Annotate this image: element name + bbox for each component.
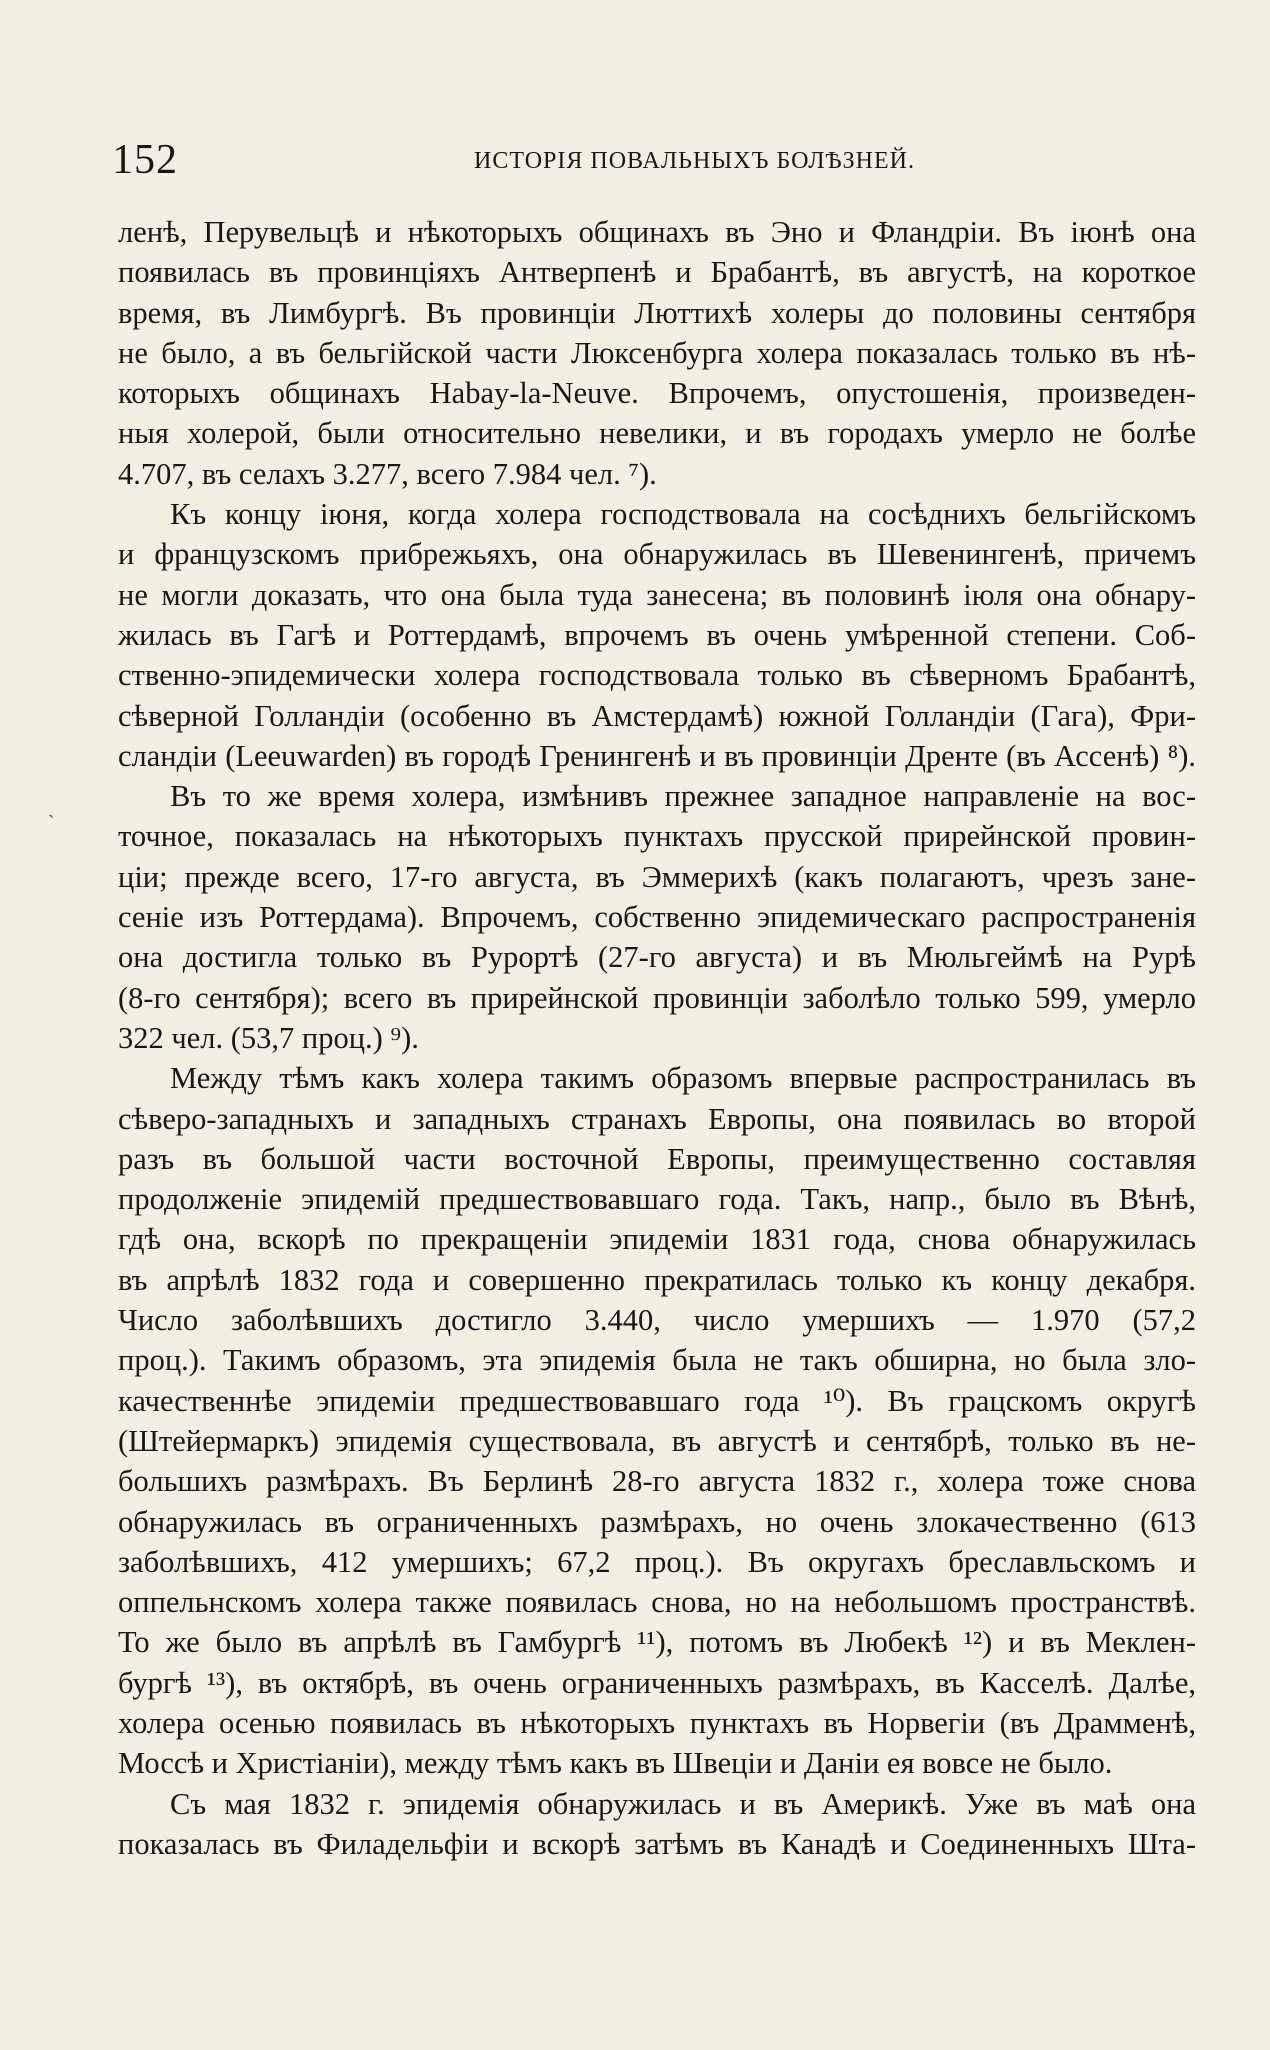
text-line: которыхъ общинахъ Habay-la-Neuve. Впрочемъ, опустошенія, произведен- — [118, 376, 1196, 411]
text-line: въ апрѣлѣ 1832 года и совершенно прекратилась только къ концу декабря. — [118, 1262, 1196, 1297]
text-line: ленѣ, Перувельцѣ и нѣкоторыхъ общинахъ въ Эно и Фландріи. Въ іюнѣ она — [118, 215, 1196, 249]
text-line: и французскомъ прибрежьяхъ, она обнаружилась въ Шевенингенѣ, причемъ — [118, 537, 1196, 572]
text-line: Число заболѣвшихъ достигло 3.440, число умершихъ — 1.970 (57,2 — [118, 1303, 1196, 1338]
text-line: Съ мая 1832 г. эпидемія обнаружилась и въ Америкѣ. Уже въ маѣ она — [170, 1786, 1196, 1821]
text-line: 4.707, въ селахъ 3.277, всего 7.984 чел. ⁷). — [118, 456, 657, 491]
text-line: она достигла только въ Рурортѣ (27-го августа) и въ Мюльгеймѣ на Рурѣ — [118, 940, 1196, 975]
text-line: Моссѣ и Христіаніи), между тѣмъ какъ въ Швеціи и Даніи ея вовсе не было. — [118, 1746, 1113, 1781]
text-line: Къ концу іюня, когда холера господствовала на сосѣднихъ бельгійскомъ — [170, 497, 1196, 532]
text-line: показалась въ Филадельфіи и вскорѣ затѣмъ въ Канадѣ и Соединенныхъ Шта- — [118, 1826, 1196, 1861]
text-line: гдѣ она, вскорѣ по прекращеніи эпидеміи 1831 года, снова обнаружилась — [118, 1222, 1196, 1257]
text-line: (Штейермаркъ) эпидемія существовала, въ августѣ и сентябрѣ, только въ не- — [118, 1423, 1196, 1458]
text-line: обнаружилась въ ограниченныхъ размѣрахъ, но очень злокачественно (613 — [118, 1504, 1196, 1539]
text-line: Въ то же время холера, измѣнивъ прежнее западное направленіе на вос- — [170, 779, 1196, 814]
text-line: сѣверной Голландіи (особенно въ Амстердамѣ) южной Голландіи (Гага), Фри- — [118, 698, 1196, 733]
text-line: бургѣ ¹³), въ октябрѣ, въ очень ограниченныхъ размѣрахъ, въ Касселѣ. Далѣе, — [118, 1665, 1196, 1700]
text-line: сеніе изъ Роттердама). Впрочемъ, собственно эпидемическаго распространенія — [118, 900, 1196, 935]
text-line: 322 чел. (53,7 проц.) ⁹). — [118, 1020, 419, 1055]
text-line: жилась въ Гагѣ и Роттердамѣ, впрочемъ въ очень умѣренной степени. Соб- — [118, 617, 1196, 652]
text-line: заболѣвшихъ, 412 умершихъ; 67,2 проц.). Въ округахъ бреславльскомъ и — [118, 1544, 1196, 1579]
text-line: ціи; прежде всего, 17-го августа, въ Эммерихѣ (какъ полагаютъ, чрезъ зане- — [118, 859, 1196, 894]
text-line: ныя холерой, были относительно невелики, и въ городахъ умерло не болѣе — [118, 416, 1196, 451]
text-line: точное, показалась на нѣкоторыхъ пунктахъ прусской прирейнской провин- — [118, 819, 1196, 854]
text-line: качественнѣе эпидеміи предшествовавшаго года ¹⁰). Въ грацскомъ округѣ — [118, 1383, 1196, 1418]
text-line: не могли доказать, что она была туда занесена; въ половинѣ іюля она обнару- — [118, 577, 1196, 612]
text-line: холера осенью появилась въ нѣкоторыхъ пунктахъ въ Норвегіи (въ Драмменѣ, — [118, 1705, 1196, 1740]
text-line: большихъ размѣрахъ. Въ Берлинѣ 28-го августа 1832 г., холера тоже снова — [118, 1464, 1196, 1499]
running-title: ИСТОРІЯ ПОВАЛЬНЫХЪ БОЛѢЗНЕЙ. — [474, 148, 915, 174]
text-line: (8-го сентября); всего въ прирейнской провинціи заболѣло только 599, умерло — [118, 980, 1196, 1015]
text-line: появилась въ провинціяхъ Антверпенѣ и Брабантѣ, въ августѣ, на короткое — [118, 255, 1196, 290]
text-line: ственно-эпидемически холера господствовала только въ сѣверномъ Брабантѣ, — [118, 658, 1196, 693]
text-line: оппельнскомъ холера также появилась снова, но на небольшомъ пространствѣ. — [118, 1585, 1196, 1620]
text-line: Между тѣмъ какъ холера такимъ образомъ впервые распространилась въ — [170, 1061, 1196, 1096]
body-text — [118, 212, 1196, 1864]
text-line: время, въ Лимбургѣ. Въ провинціи Люттихѣ холеры до половины сентября — [118, 295, 1196, 330]
text-line: проц.). Такимъ образомъ, эта эпидемія была не такъ обширна, но была зло- — [118, 1343, 1196, 1378]
page-header — [112, 136, 1197, 186]
text-line: сѣверо-западныхъ и западныхъ странахъ Европы, она появилась во второй — [118, 1101, 1196, 1136]
text-line: То же было въ апрѣлѣ въ Гамбургѣ ¹¹), потомъ въ Любекѣ ¹²) и въ Меклен- — [118, 1625, 1196, 1660]
text-line: продолженіе эпидемій предшествовавшаго года. Такъ, напр., было въ Вѣнѣ, — [118, 1182, 1196, 1217]
text-line: сландіи (Leeuwarden) въ городѣ Гренингенѣ и въ провинціи Дренте (въ Ассенѣ) ⁸). — [118, 738, 1196, 773]
text-line: разъ въ большой части восточной Европы, преимущественно составляя — [118, 1141, 1196, 1176]
margin-mark: ˋ — [48, 812, 55, 834]
text-line: не было, а въ бельгійской части Люксенбурга холера показалась только въ нѣ- — [118, 335, 1196, 370]
page-number: 152 — [112, 137, 178, 183]
